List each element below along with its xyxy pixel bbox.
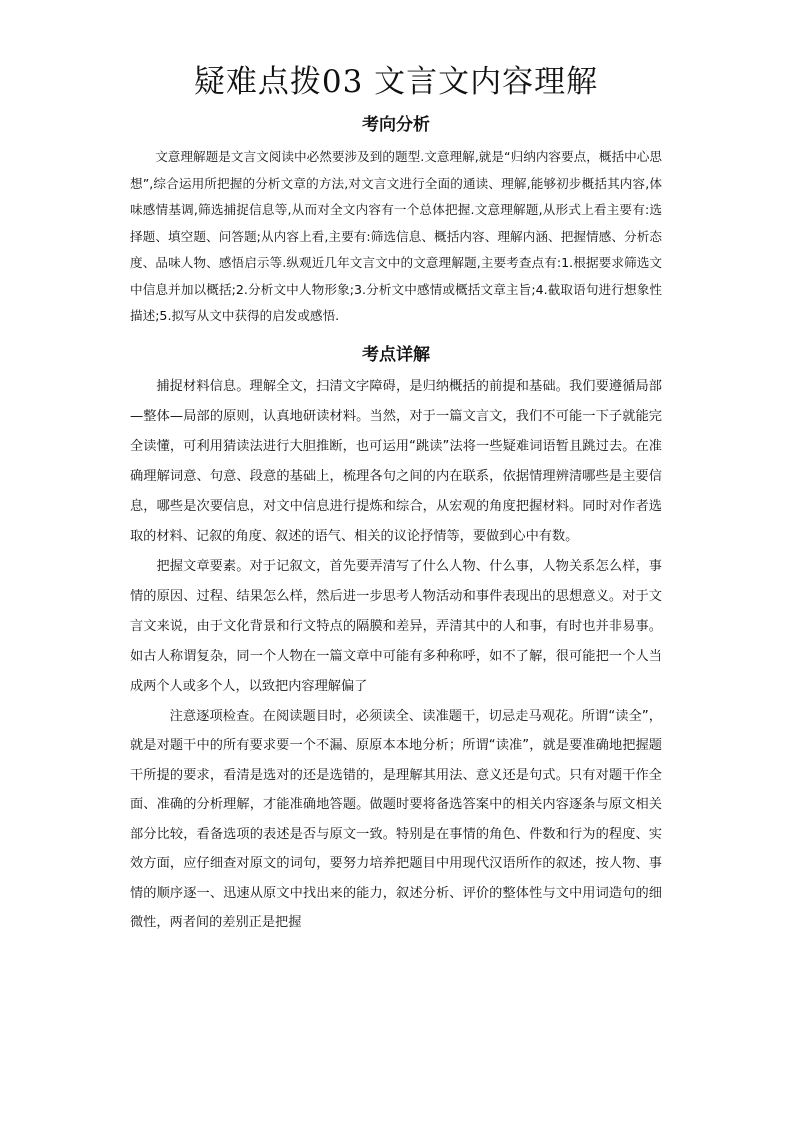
paragraph-grasp-elements: 把握文章要素。对于记叙文，首先要弄清写了什么人物、什么事，人物关系怎么样，事情的原因、过程、结果怎么样，然后进一步思考人物活动和事件表现出的思想意义。对于文言文来说，由于文化背景和行文特点的隔膜和差异，弄清其中的人和事，有时也并非易事。如古人称谓复杂，同一个人物在一篇文章中可能有多种称呼，如不了解，很可能把一个人当成两个人或多个人，以致把内容理解偏了 xyxy=(130,558,662,694)
document-title: 疑难点拨03 文言文内容理解 xyxy=(193,64,599,100)
section-heading-analysis: 考向分析 xyxy=(362,115,430,135)
paragraph-overview: 文意理解题是文言文阅读中必然要涉及到的题型.文意理解,就是“归纳内容要点，概括中心思想”,综合运用所把握的分析文章的方法,对文言文进行全面的通读、理解,能够初步概括其内容,体味感情基调,筛选捕捉信息等,从而对全文内容有一个总体把握.文意理解题,从形式上看主要有:选择题、填空题、问答题;从内容上看,主要有:筛选信息、概括内容、理解内涵、把握情感、分析态度、品味人物、感悟启示等.纵观近几年文言文中的文意理解题,主要考查点有:1.根据要求筛选文中信息并加以概括;2.分析文中人物形象;3.分析文中感情或概括文章主旨;4.截取语句进行想象性描述;5.拟写从文中获得的启发或感悟. xyxy=(130,149,662,323)
section-heading-details: 考点详解 xyxy=(362,344,430,365)
paragraph-capture-info: 捕捉材料信息。理解全文，扫清文字障碍，是归纳概括的前提和基础。我们要遵循局部—整体—局部的原则，认真地研读材料。当然，对于一篇文言文，我们不可能一下子就能完全读懂，可利用猜读法进行大胆推断，也可运用“跳读”法将一些疑难词语暂且跳过去。在准确理解词意、句意、段意的基础上，梳理各句之间的内在联系，依据情理辨清哪些是主要信息，哪些是次要信息，对文中信息进行提炼和综合，从宏观的角度把握材料。同时对作者选取的材料、记叙的角度、叙述的语气、相关的议论抒情等，要做到心中有数。 xyxy=(130,378,662,544)
paragraph-check-items: 注意逐项检查。在阅读题目时，必须读全、读准题干，切忌走马观花。所谓“读全”，就是对题干中的所有要求要一个不漏、原原本本地分析；所谓“读准”，就是要准确地把握题干所提的要求，看清是选对的还是选错的，是理解其用法、意义还是句式。只有对题干作全面、准确的分析理解，才能准确地答题。做题时要将备选答案中的相关内容逐条与原文相关部分比较，看备选项的表述是否与原文一致。特别是在事情的角色、件数和行为的程度、实效方面，应仔细查对原文的词句，要努力培养把题目中用现代汉语所作的叙述，按人物、事情的顺序逐一、迅速从原文中找出来的能力，叙述分析、评价的整体性与文中用词造句的细微性，两者间的差别正是把握 xyxy=(130,708,662,930)
document-page xyxy=(130,60,662,938)
